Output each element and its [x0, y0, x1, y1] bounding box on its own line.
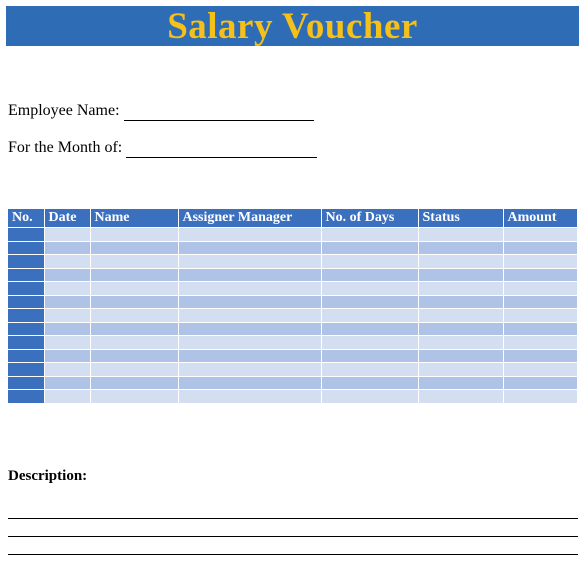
column-header-no: No.	[8, 209, 44, 228]
table-cell[interactable]	[8, 349, 44, 363]
table-cell[interactable]	[44, 241, 90, 255]
table-cell[interactable]	[321, 390, 418, 403]
table-cell[interactable]	[90, 241, 178, 255]
table-cell[interactable]	[178, 268, 321, 282]
table-cell[interactable]	[178, 349, 321, 363]
table-cell[interactable]	[321, 268, 418, 282]
table-cell[interactable]	[418, 363, 503, 377]
table-cell[interactable]	[44, 309, 90, 323]
table-row	[8, 228, 577, 242]
table-cell[interactable]	[8, 390, 44, 403]
table-cell[interactable]	[8, 228, 44, 242]
table-cell[interactable]	[321, 322, 418, 336]
description-line[interactable]	[8, 554, 578, 555]
table-cell[interactable]	[8, 376, 44, 390]
table-cell[interactable]	[503, 282, 577, 296]
table-cell[interactable]	[321, 282, 418, 296]
table-cell[interactable]	[321, 376, 418, 390]
table-cell[interactable]	[90, 228, 178, 242]
column-header-date: Date	[44, 209, 90, 228]
table-cell[interactable]	[418, 295, 503, 309]
table-cell[interactable]	[90, 376, 178, 390]
title-bar	[6, 6, 579, 46]
table-cell[interactable]	[503, 322, 577, 336]
table-cell[interactable]	[178, 376, 321, 390]
table-row	[8, 363, 577, 377]
table-cell[interactable]	[178, 322, 321, 336]
table-cell[interactable]	[321, 363, 418, 377]
table-cell[interactable]	[321, 349, 418, 363]
table-cell[interactable]	[418, 376, 503, 390]
table-cell[interactable]	[44, 322, 90, 336]
column-header-status: Status	[418, 209, 503, 228]
table-cell[interactable]	[418, 349, 503, 363]
table-cell[interactable]	[44, 282, 90, 296]
table-cell[interactable]	[503, 363, 577, 377]
table-cell[interactable]	[8, 363, 44, 377]
table-cell[interactable]	[418, 255, 503, 269]
table-cell[interactable]	[503, 390, 577, 403]
table-cell[interactable]	[503, 268, 577, 282]
table-cell[interactable]	[90, 295, 178, 309]
table-cell[interactable]	[44, 228, 90, 242]
table-cell[interactable]	[503, 376, 577, 390]
table-cell[interactable]	[321, 228, 418, 242]
table-cell[interactable]	[178, 241, 321, 255]
table-row	[8, 390, 577, 403]
table-cell[interactable]	[8, 295, 44, 309]
table-row	[8, 255, 577, 269]
table-cell[interactable]	[321, 241, 418, 255]
table-cell[interactable]	[90, 309, 178, 323]
table-cell[interactable]	[418, 336, 503, 350]
table-cell[interactable]	[178, 390, 321, 403]
page-title: Salary Voucher	[167, 5, 418, 47]
description-label: Description:	[8, 468, 88, 484]
table-cell[interactable]	[321, 336, 418, 350]
table-cell[interactable]	[44, 268, 90, 282]
table-cell[interactable]	[503, 255, 577, 269]
table-cell[interactable]	[8, 322, 44, 336]
table-cell[interactable]	[418, 241, 503, 255]
table-cell[interactable]	[90, 255, 178, 269]
table-cell[interactable]	[44, 336, 90, 350]
table-cell[interactable]	[178, 282, 321, 296]
column-header-assigner-manager: Assigner Manager	[178, 209, 321, 228]
table-cell[interactable]	[321, 309, 418, 323]
table-cell[interactable]	[8, 255, 44, 269]
table-cell[interactable]	[418, 390, 503, 403]
month-field	[8, 138, 317, 158]
table-row	[8, 295, 577, 309]
table-cell[interactable]	[178, 336, 321, 350]
table-cell[interactable]	[418, 322, 503, 336]
table-cell[interactable]	[418, 228, 503, 242]
table-cell[interactable]	[90, 282, 178, 296]
month-blank[interactable]	[126, 141, 317, 158]
table-cell[interactable]	[503, 295, 577, 309]
table-cell[interactable]	[44, 363, 90, 377]
employee-name-label: Employee Name:	[8, 102, 120, 119]
table-cell[interactable]	[44, 349, 90, 363]
table-cell[interactable]	[178, 295, 321, 309]
table-cell[interactable]	[90, 349, 178, 363]
table-cell[interactable]	[90, 322, 178, 336]
table-cell[interactable]	[178, 363, 321, 377]
table-cell[interactable]	[178, 228, 321, 242]
table-cell[interactable]	[418, 268, 503, 282]
description-line[interactable]	[8, 536, 578, 537]
table-row	[8, 336, 577, 350]
table-cell[interactable]	[418, 309, 503, 323]
table-cell[interactable]	[503, 349, 577, 363]
table-cell[interactable]	[418, 282, 503, 296]
table-cell[interactable]	[8, 309, 44, 323]
employee-name-blank[interactable]	[124, 104, 314, 121]
table-cell[interactable]	[178, 309, 321, 323]
table-cell[interactable]	[44, 295, 90, 309]
table-cell[interactable]	[321, 255, 418, 269]
table-cell[interactable]	[503, 309, 577, 323]
description-line[interactable]	[8, 518, 578, 519]
table-row	[8, 376, 577, 390]
table-row	[8, 322, 577, 336]
table-cell[interactable]	[8, 241, 44, 255]
table-cell[interactable]	[321, 295, 418, 309]
table-header-row	[8, 209, 577, 228]
table-cell[interactable]	[178, 255, 321, 269]
table-cell[interactable]	[90, 268, 178, 282]
table-cell[interactable]	[44, 390, 90, 403]
table-cell[interactable]	[8, 282, 44, 296]
employee-name-field	[8, 101, 314, 121]
table-cell[interactable]	[44, 255, 90, 269]
table-row	[8, 349, 577, 363]
table-body	[8, 228, 577, 403]
table-cell[interactable]	[8, 336, 44, 350]
table-cell[interactable]	[90, 390, 178, 403]
table-row	[8, 268, 577, 282]
column-header-no-of-days: No. of Days	[321, 209, 418, 228]
table-cell[interactable]	[503, 336, 577, 350]
table-cell[interactable]	[503, 228, 577, 242]
table-row	[8, 241, 577, 255]
table-cell[interactable]	[90, 363, 178, 377]
table-row	[8, 309, 577, 323]
table-cell[interactable]	[90, 336, 178, 350]
column-header-amount: Amount	[503, 209, 577, 228]
table-row	[8, 282, 577, 296]
table-cell[interactable]	[8, 268, 44, 282]
salary-table	[8, 209, 577, 403]
column-header-name: Name	[90, 209, 178, 228]
month-label: For the Month of:	[8, 139, 123, 156]
table-cell[interactable]	[44, 376, 90, 390]
table-cell[interactable]	[503, 241, 577, 255]
